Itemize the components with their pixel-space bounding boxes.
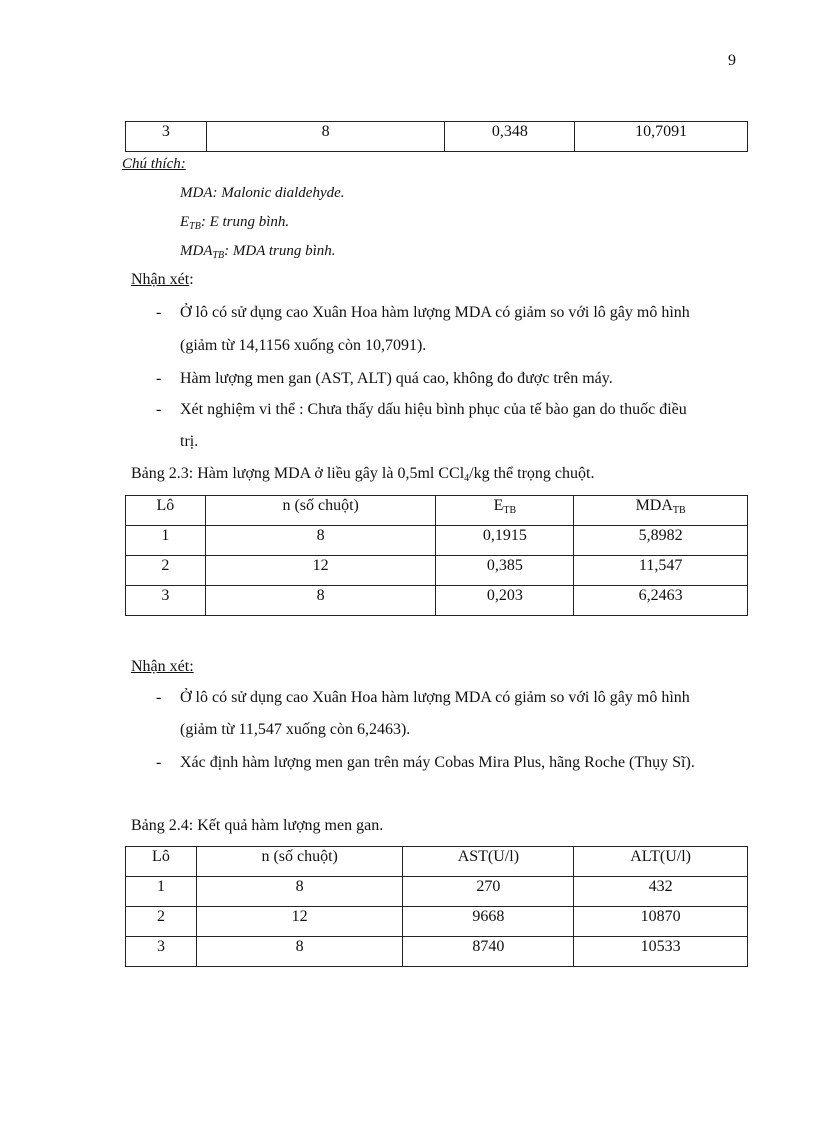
table23-caption-tail: /kg thể trọng chuột. <box>469 465 595 482</box>
header-mda-sub: TB <box>672 505 686 516</box>
remark1-heading-text: Nhận xét <box>131 271 190 288</box>
table-cell: 5,8982 <box>574 526 748 556</box>
table-cell: 8 <box>196 937 403 967</box>
page-number: 9 <box>728 52 736 69</box>
legend-mda: MDA: Malonic dialdehyde. <box>180 185 345 201</box>
etb-text: : E trung bình. <box>200 214 290 230</box>
header-lo: Lô <box>126 847 197 877</box>
legend-heading: Chú thích: <box>122 156 186 172</box>
remark2-bullet-1: - <box>156 689 162 706</box>
header-mda <box>574 496 748 526</box>
table-cell: 2 <box>126 556 206 586</box>
table-row <box>126 556 748 586</box>
remark1-item2: Hàm lượng men gan (AST, ALT) quá cao, không đo được trên máy. <box>180 370 613 387</box>
table-cell: 8 <box>206 122 445 152</box>
header-e-sub: TB <box>503 505 517 516</box>
header-e <box>436 496 574 526</box>
legend-mdatb <box>180 243 336 260</box>
table-cell: 3 <box>126 122 207 152</box>
remark1-item1-line1: Ở lô có sử dụng cao Xuân Hoa hàm lượng MDA có giảm so với lô gây mô hình <box>180 304 690 321</box>
table-row <box>126 877 748 907</box>
table-cell: 0,1915 <box>436 526 574 556</box>
table-cell: 8 <box>196 877 403 907</box>
table-cell: 0,203 <box>436 586 574 616</box>
table-cell: 9668 <box>403 907 574 937</box>
table-header-row <box>126 847 748 877</box>
table-row <box>126 937 748 967</box>
table-row <box>126 907 748 937</box>
header-lo: Lô <box>126 496 206 526</box>
table-cell: 8740 <box>403 937 574 967</box>
header-ast: AST(U/l) <box>403 847 574 877</box>
remark2-item2: Xác định hàm lượng men gan trên máy Cobas Mira Plus, hãng Roche (Thụy Sĩ). <box>180 754 695 771</box>
remark1-item3-line1: Xét nghiệm vi thể : Chưa thấy dấu hiệu bình phục của tế bào gan do thuốc điều <box>180 401 687 418</box>
mdatb-text: : MDA trung bình. <box>224 243 336 259</box>
table-cell: 0,348 <box>445 122 575 152</box>
etb-subscript: TB <box>189 221 201 232</box>
remark1-colon: : <box>189 271 194 288</box>
header-e-text: E <box>493 497 504 514</box>
table-cell: 432 <box>574 877 748 907</box>
remark1-item1-line2: (giảm từ 14,1156 xuống còn 10,7091). <box>180 337 427 354</box>
etb-symbol: E <box>180 214 190 230</box>
table-2-3 <box>125 495 748 616</box>
table-row <box>126 526 748 556</box>
table-cell: 10,7091 <box>575 122 748 152</box>
table-cell: 8 <box>205 586 436 616</box>
mdatb-subscript: TB <box>212 250 225 261</box>
table23-caption-sub: 4 <box>464 473 470 484</box>
header-n: n (số chuột) <box>196 847 403 877</box>
table-cell: 1 <box>126 526 206 556</box>
header-mda-text: MDA <box>635 497 673 514</box>
table-row <box>126 122 748 152</box>
legend-etb <box>180 214 289 231</box>
remark2-item1-line1: Ở lô có sử dụng cao Xuân Hoa hàm lượng MDA có giảm so với lô gây mô hình <box>180 689 690 706</box>
remark1-bullet-1: - <box>156 304 162 321</box>
remark2-bullet-2: - <box>156 754 162 771</box>
table-cell: 3 <box>126 937 197 967</box>
table-cell: 12 <box>205 556 436 586</box>
remark1-bullet-3: - <box>156 401 162 418</box>
remark1-bullet-2: - <box>156 370 162 387</box>
table-cell: 1 <box>126 877 197 907</box>
header-alt: ALT(U/l) <box>574 847 748 877</box>
table-cell: 10533 <box>574 937 748 967</box>
table-cell: 2 <box>126 907 197 937</box>
table-header-row <box>126 496 748 526</box>
table-continuation <box>125 121 748 152</box>
mdatb-symbol: MDA <box>180 243 213 259</box>
table-cell: 3 <box>126 586 206 616</box>
table-cell: 270 <box>403 877 574 907</box>
remark2-heading: Nhận xét: <box>131 658 194 675</box>
table24-caption: Bảng 2.4: Kết quả hàm lượng men gan. <box>131 817 384 834</box>
remark1-item3-line2: trị. <box>180 433 199 450</box>
table-cell: 12 <box>196 907 403 937</box>
table23-caption-text: Bảng 2.3: Hàm lượng MDA ở liều gây là 0,5ml CCl <box>131 465 465 482</box>
remark2-item1-line2: (giảm từ 11,547 xuống còn 6,2463). <box>180 721 411 738</box>
remark1-heading <box>131 271 194 289</box>
table-cell: 11,547 <box>574 556 748 586</box>
table-cell: 0,385 <box>436 556 574 586</box>
table23-caption <box>131 465 594 483</box>
table-row <box>126 586 748 616</box>
header-n: n (số chuột) <box>205 496 436 526</box>
table-cell: 10870 <box>574 907 748 937</box>
table-cell: 6,2463 <box>574 586 748 616</box>
table-2-4 <box>125 846 748 967</box>
table-cell: 8 <box>205 526 436 556</box>
